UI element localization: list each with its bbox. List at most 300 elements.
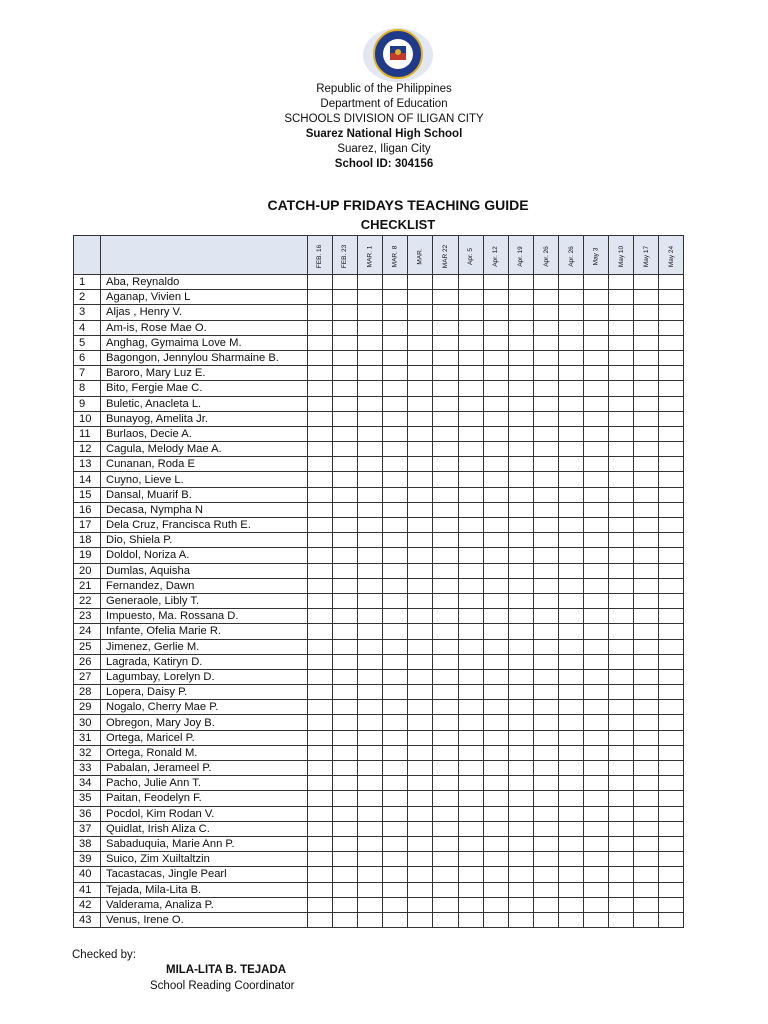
check-cell	[533, 290, 558, 305]
check-cell	[558, 578, 583, 593]
check-cell	[634, 730, 659, 745]
check-cell	[483, 745, 508, 760]
check-cell	[558, 533, 583, 548]
student-name: Paitan, Feodelyn F.	[101, 791, 308, 806]
check-cell	[433, 776, 458, 791]
check-cell	[458, 776, 483, 791]
check-cell	[408, 411, 433, 426]
header-number-cell	[74, 236, 101, 275]
check-cell	[558, 882, 583, 897]
check-cell	[584, 836, 609, 851]
check-cell	[659, 836, 684, 851]
check-cell	[533, 867, 558, 882]
check-cell	[333, 730, 358, 745]
student-name: Bagongon, Jennylou Sharmaine B.	[101, 350, 308, 365]
table-row	[74, 806, 684, 821]
check-cell	[584, 426, 609, 441]
check-cell	[584, 502, 609, 517]
check-cell	[408, 836, 433, 851]
date-label: FEB. 23	[341, 244, 349, 269]
check-cell	[433, 305, 458, 320]
check-cell	[308, 411, 333, 426]
student-name: Ortega, Maricel P.	[101, 730, 308, 745]
check-cell	[508, 366, 533, 381]
row-number: 1	[74, 275, 101, 290]
table-row	[74, 882, 684, 897]
check-cell	[659, 609, 684, 624]
check-cell	[433, 442, 458, 457]
check-cell	[508, 457, 533, 472]
check-cell	[634, 275, 659, 290]
check-cell	[358, 275, 383, 290]
check-cell	[458, 730, 483, 745]
check-cell	[609, 669, 634, 684]
date-column-header	[508, 236, 533, 275]
student-name: Bito, Fergie Mae C.	[101, 381, 308, 396]
student-name: Pabalan, Jerameel P.	[101, 761, 308, 776]
student-name: Tacastacas, Jingle Pearl	[101, 867, 308, 882]
check-cell	[533, 426, 558, 441]
check-cell	[433, 624, 458, 639]
check-cell	[508, 836, 533, 851]
student-name: Valderama, Analiza P.	[101, 897, 308, 912]
student-name: Ortega, Ronald M.	[101, 745, 308, 760]
row-number: 41	[74, 882, 101, 897]
check-cell	[584, 457, 609, 472]
check-cell	[508, 305, 533, 320]
check-cell	[408, 669, 433, 684]
check-cell	[634, 305, 659, 320]
check-cell	[458, 639, 483, 654]
student-name: Jimenez, Gerlie M.	[101, 639, 308, 654]
check-cell	[584, 912, 609, 927]
check-cell	[408, 791, 433, 806]
check-cell	[634, 745, 659, 760]
student-name: Pocdol, Kim Rodan V.	[101, 806, 308, 821]
date-column-header	[659, 236, 684, 275]
check-cell	[634, 290, 659, 305]
check-cell	[483, 761, 508, 776]
check-cell	[584, 715, 609, 730]
check-cell	[659, 776, 684, 791]
table-row	[74, 350, 684, 365]
check-cell	[609, 472, 634, 487]
check-cell	[558, 548, 583, 563]
check-cell	[408, 290, 433, 305]
date-column-header	[408, 236, 433, 275]
check-cell	[308, 730, 333, 745]
date-label: Apr. 26	[542, 246, 550, 267]
check-cell	[358, 836, 383, 851]
check-cell	[308, 821, 333, 836]
row-number: 15	[74, 487, 101, 502]
check-cell	[358, 442, 383, 457]
check-cell	[659, 411, 684, 426]
check-cell	[333, 882, 358, 897]
check-cell	[433, 821, 458, 836]
check-cell	[558, 897, 583, 912]
row-number: 29	[74, 700, 101, 715]
table-row	[74, 745, 684, 760]
check-cell	[433, 882, 458, 897]
check-cell	[634, 593, 659, 608]
check-cell	[558, 609, 583, 624]
check-cell	[634, 700, 659, 715]
check-cell	[458, 654, 483, 669]
check-cell	[308, 867, 333, 882]
check-cell	[408, 806, 433, 821]
check-cell	[358, 290, 383, 305]
table-row	[74, 836, 684, 851]
check-cell	[533, 715, 558, 730]
check-cell	[458, 685, 483, 700]
check-cell	[508, 912, 533, 927]
check-cell	[383, 685, 408, 700]
check-cell	[508, 472, 533, 487]
check-cell	[659, 730, 684, 745]
check-cell	[558, 852, 583, 867]
check-cell	[358, 912, 383, 927]
check-cell	[358, 745, 383, 760]
check-cell	[558, 715, 583, 730]
check-cell	[584, 578, 609, 593]
check-cell	[383, 836, 408, 851]
row-number: 33	[74, 761, 101, 776]
check-cell	[508, 275, 533, 290]
check-cell	[433, 593, 458, 608]
check-cell	[533, 730, 558, 745]
check-cell	[533, 669, 558, 684]
check-cell	[483, 518, 508, 533]
date-column-header	[433, 236, 458, 275]
check-cell	[383, 563, 408, 578]
check-cell	[659, 669, 684, 684]
check-cell	[609, 502, 634, 517]
date-label: Apr. 12	[492, 246, 500, 267]
check-cell	[383, 487, 408, 502]
check-cell	[659, 912, 684, 927]
check-cell	[584, 548, 609, 563]
check-cell	[458, 366, 483, 381]
check-cell	[533, 320, 558, 335]
row-number: 23	[74, 609, 101, 624]
student-name: Venus, Irene O.	[101, 912, 308, 927]
check-cell	[433, 502, 458, 517]
check-cell	[609, 700, 634, 715]
check-cell	[634, 472, 659, 487]
check-cell	[358, 609, 383, 624]
check-cell	[634, 669, 659, 684]
check-cell	[483, 487, 508, 502]
check-cell	[659, 335, 684, 350]
document-subtitle: CHECKLIST	[360, 217, 436, 232]
check-cell	[584, 867, 609, 882]
table-header-row	[74, 236, 684, 275]
check-cell	[458, 715, 483, 730]
check-cell	[458, 290, 483, 305]
check-cell	[458, 457, 483, 472]
check-cell	[308, 806, 333, 821]
check-cell	[558, 639, 583, 654]
check-cell	[483, 654, 508, 669]
check-cell	[383, 912, 408, 927]
check-cell	[483, 305, 508, 320]
check-cell	[458, 912, 483, 927]
check-cell	[433, 836, 458, 851]
row-number: 12	[74, 442, 101, 457]
check-cell	[659, 882, 684, 897]
check-cell	[508, 654, 533, 669]
check-cell	[433, 366, 458, 381]
check-cell	[408, 593, 433, 608]
check-cell	[408, 457, 433, 472]
table-row	[74, 533, 684, 548]
check-cell	[584, 533, 609, 548]
table-row	[74, 472, 684, 487]
check-cell	[483, 821, 508, 836]
check-cell	[558, 730, 583, 745]
check-cell	[458, 624, 483, 639]
row-number: 38	[74, 836, 101, 851]
check-cell	[383, 442, 408, 457]
check-cell	[408, 912, 433, 927]
check-cell	[308, 639, 333, 654]
check-cell	[508, 381, 533, 396]
check-cell	[508, 730, 533, 745]
check-cell	[634, 897, 659, 912]
check-cell	[308, 685, 333, 700]
date-label: May 24	[667, 245, 675, 268]
row-number: 8	[74, 381, 101, 396]
check-cell	[659, 563, 684, 578]
check-cell	[408, 821, 433, 836]
check-cell	[659, 821, 684, 836]
check-cell	[533, 487, 558, 502]
check-cell	[383, 533, 408, 548]
check-cell	[408, 396, 433, 411]
check-cell	[558, 487, 583, 502]
check-cell	[358, 791, 383, 806]
check-cell	[383, 305, 408, 320]
check-cell	[483, 639, 508, 654]
date-column-header	[558, 236, 583, 275]
date-label: Apr. 26	[567, 246, 575, 267]
check-cell	[358, 350, 383, 365]
check-cell	[308, 335, 333, 350]
check-cell	[508, 761, 533, 776]
check-cell	[508, 609, 533, 624]
check-cell	[558, 366, 583, 381]
student-name: Cagula, Melody Mae A.	[101, 442, 308, 457]
check-cell	[383, 776, 408, 791]
check-cell	[609, 852, 634, 867]
check-cell	[358, 867, 383, 882]
check-cell	[483, 578, 508, 593]
table-row	[74, 654, 684, 669]
check-cell	[558, 457, 583, 472]
check-cell	[584, 745, 609, 760]
row-number: 2	[74, 290, 101, 305]
date-label: May 3	[592, 247, 600, 266]
table-row	[74, 791, 684, 806]
check-cell	[659, 806, 684, 821]
student-name: Aganap, Vivien L	[101, 290, 308, 305]
check-cell	[408, 624, 433, 639]
student-name: Obregon, Mary Joy B.	[101, 715, 308, 730]
check-cell	[408, 320, 433, 335]
check-cell	[383, 821, 408, 836]
check-cell	[458, 548, 483, 563]
check-cell	[634, 548, 659, 563]
check-cell	[458, 609, 483, 624]
row-number: 39	[74, 852, 101, 867]
check-cell	[358, 776, 383, 791]
check-cell	[508, 852, 533, 867]
check-cell	[659, 867, 684, 882]
letterhead-division: SCHOOLS DIVISION OF ILIGAN CITY	[284, 113, 484, 125]
check-cell	[483, 806, 508, 821]
check-cell	[408, 761, 433, 776]
check-cell	[483, 669, 508, 684]
check-cell	[483, 730, 508, 745]
check-cell	[483, 852, 508, 867]
check-cell	[358, 487, 383, 502]
table-row	[74, 381, 684, 396]
check-cell	[634, 654, 659, 669]
check-cell	[508, 593, 533, 608]
check-cell	[433, 411, 458, 426]
check-cell	[558, 472, 583, 487]
check-cell	[483, 426, 508, 441]
check-cell	[408, 350, 433, 365]
date-label: MAR. 1	[366, 245, 374, 268]
check-cell	[609, 518, 634, 533]
check-cell	[433, 639, 458, 654]
check-cell	[433, 761, 458, 776]
date-label: May 10	[617, 245, 625, 268]
check-cell	[433, 533, 458, 548]
check-cell	[483, 350, 508, 365]
check-cell	[458, 852, 483, 867]
table-row	[74, 821, 684, 836]
check-cell	[383, 806, 408, 821]
check-cell	[333, 442, 358, 457]
table-row	[74, 912, 684, 927]
check-cell	[508, 867, 533, 882]
date-label: Apr. 5	[467, 248, 475, 265]
check-cell	[333, 715, 358, 730]
table-row	[74, 548, 684, 563]
check-cell	[584, 882, 609, 897]
check-cell	[433, 897, 458, 912]
check-cell	[584, 305, 609, 320]
check-cell	[584, 821, 609, 836]
student-name: Dumlas, Aquisha	[101, 563, 308, 578]
check-cell	[333, 381, 358, 396]
check-cell	[383, 411, 408, 426]
check-cell	[483, 867, 508, 882]
student-name: Suico, Zim Xuiltaltzin	[101, 852, 308, 867]
table-row	[74, 426, 684, 441]
check-cell	[483, 533, 508, 548]
check-cell	[333, 821, 358, 836]
check-cell	[408, 867, 433, 882]
table-row	[74, 457, 684, 472]
check-cell	[333, 776, 358, 791]
check-cell	[433, 548, 458, 563]
check-cell	[383, 852, 408, 867]
check-cell	[508, 897, 533, 912]
row-number: 14	[74, 472, 101, 487]
check-cell	[433, 457, 458, 472]
check-cell	[358, 593, 383, 608]
check-cell	[433, 912, 458, 927]
check-cell	[358, 654, 383, 669]
check-cell	[333, 578, 358, 593]
check-cell	[508, 791, 533, 806]
check-cell	[508, 776, 533, 791]
check-cell	[483, 912, 508, 927]
check-cell	[408, 882, 433, 897]
date-label: May 17	[642, 245, 650, 268]
check-cell	[634, 791, 659, 806]
check-cell	[609, 366, 634, 381]
check-cell	[308, 700, 333, 715]
check-cell	[408, 442, 433, 457]
check-cell	[609, 350, 634, 365]
table-row	[74, 366, 684, 381]
check-cell	[659, 654, 684, 669]
row-number: 9	[74, 396, 101, 411]
check-cell	[358, 669, 383, 684]
check-cell	[558, 275, 583, 290]
check-cell	[533, 776, 558, 791]
check-cell	[458, 593, 483, 608]
check-cell	[308, 897, 333, 912]
check-cell	[333, 350, 358, 365]
check-cell	[383, 578, 408, 593]
check-cell	[358, 548, 383, 563]
check-cell	[383, 366, 408, 381]
row-number: 7	[74, 366, 101, 381]
check-cell	[508, 882, 533, 897]
check-cell	[508, 548, 533, 563]
check-cell	[333, 654, 358, 669]
check-cell	[383, 654, 408, 669]
student-name: Burlaos, Decie A.	[101, 426, 308, 441]
checked-by-label: Checked by:	[72, 949, 136, 961]
check-cell	[533, 442, 558, 457]
check-cell	[383, 669, 408, 684]
check-cell	[308, 457, 333, 472]
check-cell	[659, 502, 684, 517]
check-cell	[584, 366, 609, 381]
check-cell	[584, 472, 609, 487]
check-cell	[609, 548, 634, 563]
check-cell	[383, 897, 408, 912]
date-label: MAR.	[416, 248, 424, 265]
check-cell	[634, 776, 659, 791]
signatory-title: School Reading Coordinator	[150, 980, 295, 992]
check-cell	[609, 745, 634, 760]
check-cell	[533, 411, 558, 426]
check-cell	[609, 761, 634, 776]
check-cell	[408, 609, 433, 624]
check-cell	[433, 487, 458, 502]
check-cell	[383, 350, 408, 365]
check-cell	[308, 609, 333, 624]
table-row	[74, 442, 684, 457]
